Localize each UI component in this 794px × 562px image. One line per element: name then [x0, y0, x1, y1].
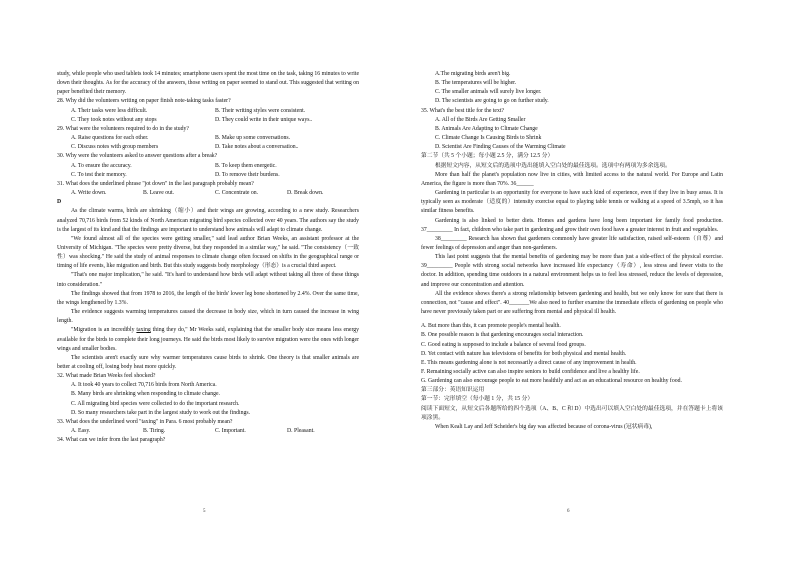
passage-paragraph: Gardening in particular is an opportunity for everyone to have such kind of experience, even if they live in busy areas. It is typically seen as moderate（适度的）intensity exercise equal to playing table tennis or walking at a speed of 3.5mph, so it has similar fitness benefits.	[421, 190, 723, 215]
question-28-options	[57, 107, 359, 116]
question-30-options	[57, 162, 359, 171]
option: B. Make up some conversations.	[215, 135, 291, 142]
question-32: 32. What made Brian Weeks feel shocked?	[57, 373, 156, 380]
question-35: 35. What's the best title for the text?	[421, 107, 505, 114]
option: C. Discuss notes with group members	[71, 144, 159, 151]
text-segment: thing they do," Mr Weeks said, explaining that the smaller body size means less energy available for the birds to complete their long journeys. He said the birds most likely to survive migration were the ones with longer wings and smaller bodies.	[57, 327, 360, 352]
passage-paragraph: "We found almost all of the species were getting smaller," said lead author Brian Weeks, an assistant professor at the University of Michigan. "The species were pretty diverse, but they responded in a similar way," he said. "The consistency（一致性）was shocking." He said the study of animal responses to climate change often focused on shifts in the geographical range or timing of life events, like migration and birth. But this study suggests body morphology（形态）is a crucial third aspect.	[57, 235, 359, 270]
option: A. It took 40 years to collect 70,716 birds from North America.	[71, 382, 217, 389]
passage-paragraph: "That's one major implication," he said. "It's hard to understand how birds will adapt without taking all three of these things into consideration."	[57, 272, 359, 288]
option: B. Animals Are Adapting to Climate Change	[435, 125, 538, 132]
part-3-instructions: 阅读下面短文，从短文后各题所给的四个选项（A、B、C 和 D）中选出可以填入空白处的最佳选项，并在答题卡上将该项涂黑。	[421, 405, 723, 421]
option: B. Many birds are shrinking when responding to climate change.	[71, 391, 220, 398]
option: C. To test their memory.	[71, 171, 127, 178]
option: C. Concentrate on.	[215, 190, 259, 197]
question-28: 28. Why did the volunteers writing on paper finish note-taking tasks faster?	[57, 98, 231, 105]
passage-paragraph: All the evidence shows there's a strong relationship between gardening and health, but we only know for sure that there is connection, not "cause and effect". 40_______We also need to further examine the immediate effects of gardening on people who have never previously taken part or are suffering from mental and physical ill health.	[421, 290, 723, 316]
passage-paragraph: 38_________ Research has shown that gardeners commonly have greater life satisfaction, raised self-esteem（自尊）and fewer feelings of depression and anger than non-gardeners.	[421, 235, 723, 251]
option: D. Take notes about a conversation..	[215, 144, 299, 151]
option: B. To keep them energetic.	[215, 162, 277, 169]
option: B. The temperatures will be higher.	[435, 80, 517, 87]
section-2-instructions: 根据短文内容，从短文后的选项中选出能填入空白处的最佳选项。选项中有两项为多余选项。	[435, 162, 671, 169]
question-28-options	[57, 116, 359, 125]
passage-paragraph: As the climate warms, birds are shrinking（缩小）and their wings are growing, according to a new study. Researchers analyzed 70,716 birds from 52 kinds of North American migrating bird species collected over 40 years. The authors say the study is the largest of its kind and that the findings are important to understand how animals will adapt to climate change.	[57, 208, 359, 233]
option: D. To remove their burdens.	[215, 171, 280, 178]
option: B. Tiring.	[143, 428, 166, 435]
option: D. Pleasant.	[287, 428, 315, 435]
choice-option: F. Remaining socially active can also inspire seniors to build confidence and live a healthy life.	[421, 369, 640, 375]
section-2-heading: 第二节（共 5 个小题；每小题 2.5 分，满分 12.5 分）	[421, 153, 554, 160]
question-33: 33. What does the underlined word "taxing" in Para. 6 most probably mean?	[57, 418, 233, 425]
option: D. Scientist Are Finding Causes of the Warming Climate	[435, 144, 566, 151]
question-34: 34. What can we infer from the last paragraph?	[57, 437, 166, 444]
choice-option: A. But more than this, it can promote people's mental health.	[421, 323, 561, 330]
section-heading-d: D	[57, 199, 62, 206]
choice-option: E. This means gardening alone is not necessarily a direct cause of any improvement in health.	[421, 359, 637, 366]
underlined-word: taxing	[136, 327, 151, 334]
text-segment: "Migration is an incredibly	[71, 327, 137, 334]
option: D. They could write in their unique ways..	[215, 116, 313, 123]
option: A. To ensure the accuracy.	[71, 162, 132, 169]
option: C. Climate Change Is Causing Birds to Shrink	[435, 135, 542, 142]
option: A. Their tasks were less difficult.	[71, 107, 148, 114]
option: D. So many researchers take part in the largest study to work out the findings.	[71, 409, 251, 416]
question-29-options	[57, 143, 359, 152]
passage-paragraph: This last point suggests that the mental benefits of gardening may be more than just a side-effect of the physical exercise. 39_________ People with strong social networks have increased life expectancy（寿命）, less stress and fewer visits to the doctor. In addition, spending time outdoors in a natural environment helps us to feel less stressed, reduce the levels of depression, and improve our concentration and attention.	[421, 254, 723, 288]
page-number-left: 5	[203, 509, 206, 514]
right-column	[421, 70, 723, 432]
option: A. Write down.	[71, 190, 107, 197]
option: C. Important.	[215, 428, 246, 435]
part-3-heading: 第三部分：英语知识运用	[421, 387, 485, 394]
cloze-paragraph: When Keali Lay and Jeff Scheider's big day was affected because of corona-virus (冠状病毒),	[435, 423, 653, 430]
passage-paragraph: Gardening is also linked to better diets. Homes and gardens have long been important for family food production. 37_________ In fact, children who take part in gardening and grow their own food have a greater interest in fruit and vegetables.	[421, 217, 723, 233]
question-33-options	[57, 427, 359, 436]
choice-option: C. Good eating is supposed to include a balance of several food groups.	[421, 341, 586, 348]
option: B. Their writing styles were consistent.	[215, 107, 306, 114]
option: C. The smaller animals will surely live longer.	[435, 89, 542, 96]
option: B. Leave out.	[143, 190, 174, 197]
option: D. Break down.	[287, 190, 324, 197]
option: C. They took notes without any stops	[71, 116, 157, 123]
option: C. All migrating bird species were collected to do the important research.	[71, 400, 240, 407]
question-30-options	[57, 171, 359, 180]
option: A. Raise questions for each other.	[71, 135, 149, 142]
passage-paragraph: The scientists aren't exactly sure why warmer temperatures cause birds to shrink. One theory is that smaller animals are better at cooling off, losing body heat more quickly.	[57, 354, 359, 370]
passage-paragraph: The evidence suggests warming temperatures caused the decrease in body size, which in turn caused the increase in wing length.	[57, 309, 359, 325]
choice-option: B. One possible reason is that gardening encourages social interaction.	[421, 332, 584, 339]
option: D. The scientists are going to go on further study.	[435, 98, 549, 105]
question-31-options	[57, 189, 359, 198]
part-3-section-1-heading: 第一节：完形填空（每小题 1 分，共 15 分）	[421, 396, 534, 403]
passage-paragraph	[57, 326, 359, 353]
question-30: 30. Why were the volunteers asked to answer questions after a break?	[57, 153, 218, 160]
question-31: 31. What does the underlined phrase "jot down" in the last paragraph probably mean?	[57, 180, 254, 187]
intro-paragraph: study, while people who used tablets took 14 minutes; smartphone users spent the most time on the task, taking 16 minutes to write down their thoughts. As for the accuracy of the answers, those writing on paper seemed to stand out. This suggested that writing on paper benefited their memory.	[57, 71, 359, 96]
question-29-options	[57, 134, 359, 143]
choice-option: D. Yet contact with nature has televisions of benefits for both physical and mental health.	[421, 350, 627, 357]
passage-paragraph: More than half the planet's population now live in cities, with limited access to the natural world. For Europe and Latin America, the figure is more than 70%. 36______	[421, 171, 723, 187]
choice-option: G. Gardening can also encourage people to eat more healthily and act as an educational resource on healthy food.	[421, 378, 682, 385]
left-column	[57, 70, 359, 445]
page-number-right: 6	[567, 509, 570, 514]
option: A. All of the Birds Are Getting Smaller	[435, 116, 526, 123]
option: A.The migrating birds aren't big.	[435, 71, 511, 77]
question-29: 29. What were the volunteers required to do in the study?	[57, 125, 189, 132]
option: A. Easy.	[71, 428, 91, 435]
passage-paragraph: The findings showed that from 1978 to 2016, the length of the birds' lower leg bone shortened by 2.4%. Over the same time, the wings lengthened by 1.3%.	[57, 290, 359, 306]
